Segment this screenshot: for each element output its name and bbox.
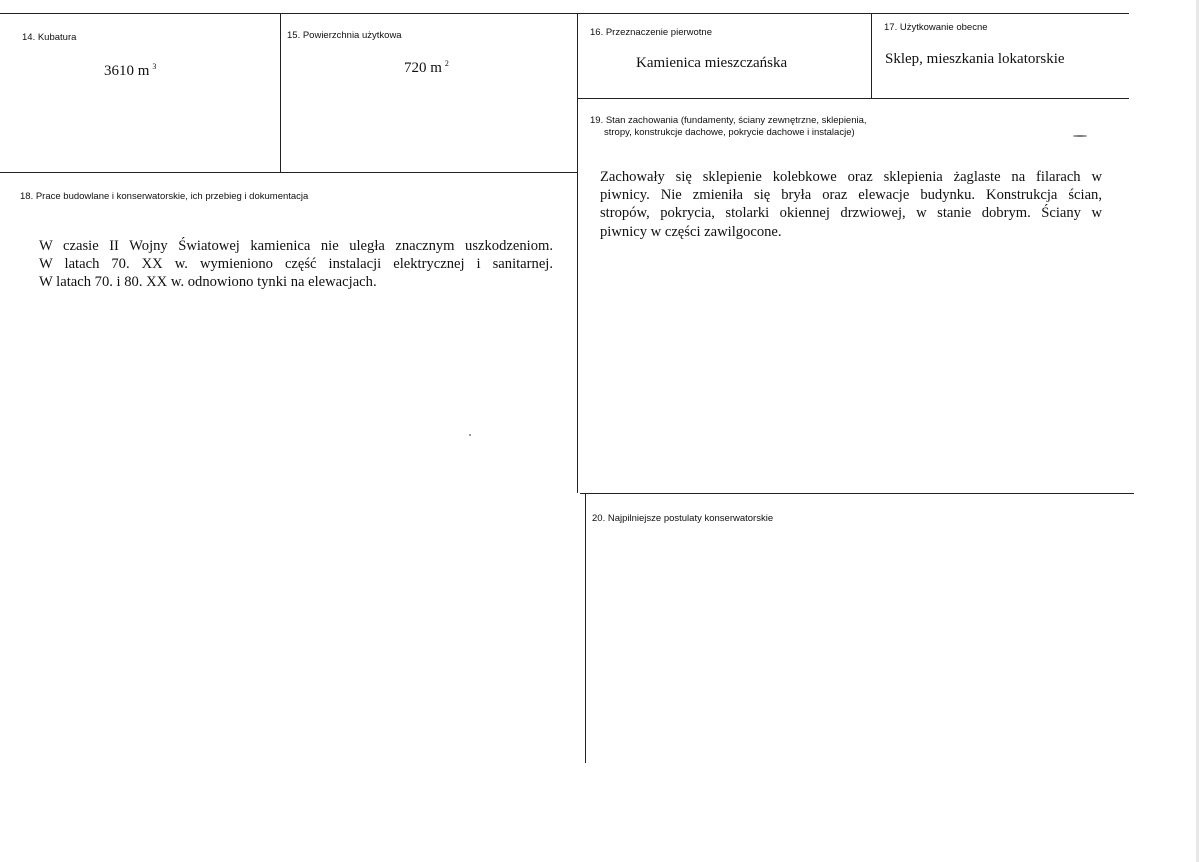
field-19-text: [600, 168, 1102, 241]
field-18-text: [39, 237, 553, 292]
field-19-label-line-1: 19. Stan zachowania (fundamenty, ściany zewnętrzne, sklepienia,: [590, 115, 867, 126]
main-vertical-divider-lower: [585, 493, 586, 763]
rule-below-14-15: [0, 172, 577, 173]
field-18-label: 18. Prace budowlane i konserwatorskie, ich przebieg i dokumentacja: [20, 191, 309, 202]
field-18-line: W latach 70. XX w. wymieniono część instalacji elektrycznej i sanitarnej.: [39, 256, 553, 273]
field-14-value: 3610 m $^3$: [104, 62, 157, 79]
field-15-value: 720 m $^2$: [404, 59, 449, 76]
field-19-line: stropów, pokrycia, stolarki okiennej drzwiowej, w stanie dobrym. Ściany w: [600, 205, 1102, 222]
top-rule: [0, 13, 1129, 14]
field-19-label-line-2: stropy, konstrukcje dachowe, pokrycie dachowe i instalacje): [604, 127, 855, 138]
field-20-label: 20. Najpilniejsze postulaty konserwatorskie: [592, 513, 774, 524]
field-15-label: 15. Powierzchnia użytkowa: [287, 30, 402, 41]
rule-above-20: [580, 493, 1134, 494]
rule-below-16-17: [577, 98, 1129, 99]
field-19-line: Zachowały się sklepienie kolebkowe oraz sklepienia żaglaste na filarach w: [600, 169, 1102, 185]
field-16-value: Kamienica mieszczańska: [636, 55, 788, 71]
main-vertical-divider: [577, 13, 578, 493]
field-14-label: 14. Kubatura: [22, 32, 77, 43]
field-17-label: 17. Użytkowanie obecne: [884, 22, 988, 33]
field-19-line: piwnicy. Nie zmieniła się bryła oraz elewacje budynku. Konstrukcja ścian,: [600, 187, 1102, 204]
field-19-line: piwnicy w części zawilgocone.: [600, 223, 782, 240]
field-17-value: Sklep, mieszkania lokatorskie: [885, 51, 1065, 67]
field-18-line: W latach 70. i 80. XX w. odnowiono tynki na elewacjach.: [39, 274, 377, 291]
divider-16-17: [871, 13, 872, 99]
scan-speck: [469, 434, 471, 436]
field-19-label: [590, 115, 867, 139]
scan-speck: [1073, 135, 1087, 137]
field-16-label: 16. Przeznaczenie pierwotne: [590, 27, 712, 38]
field-18-line: W czasie II Wojny Światowej kamienica nie uległa znacznym uszkodzeniom.: [39, 238, 553, 254]
divider-14-15: [280, 13, 281, 173]
